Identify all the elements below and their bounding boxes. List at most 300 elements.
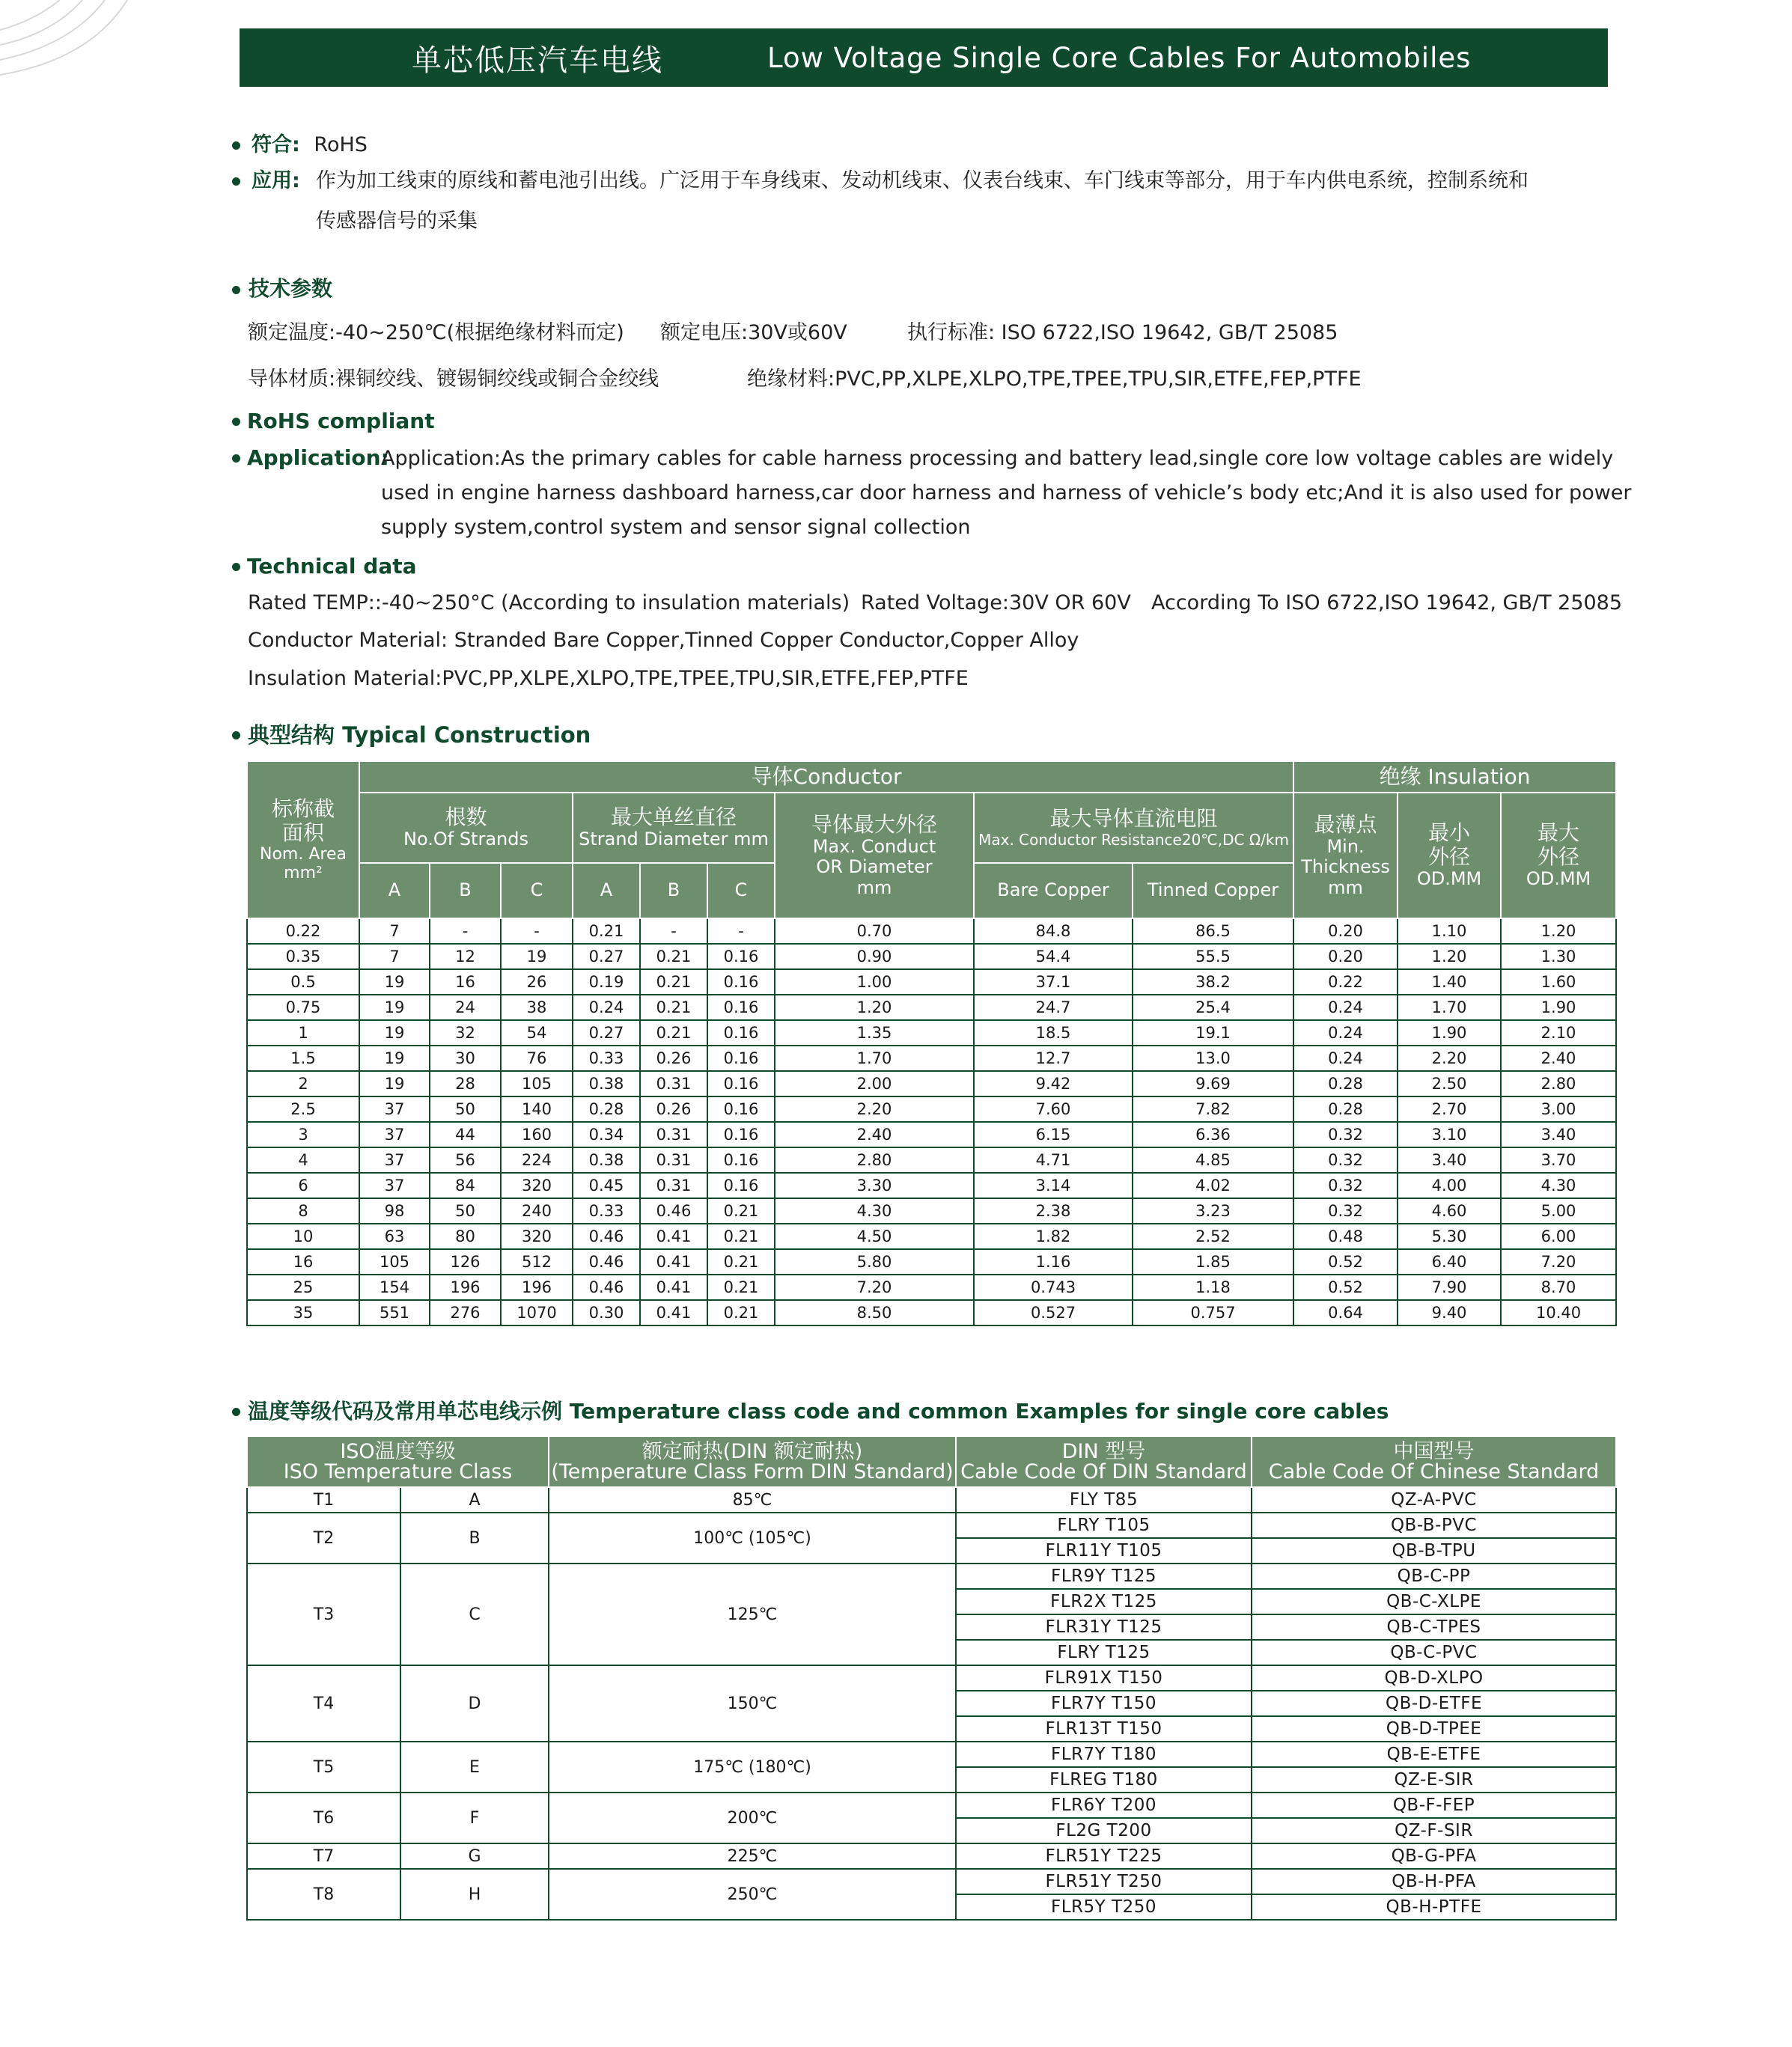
table-cell: 0.16: [707, 995, 775, 1020]
table-cell: 4.00: [1398, 1173, 1501, 1198]
class-letter-cell: E: [400, 1742, 549, 1793]
table-cell: 50: [430, 1096, 501, 1122]
table-cell: 0.16: [707, 1096, 775, 1122]
standard-en: According To ISO 6722,ISO 19642, GB/T 25085: [1151, 591, 1623, 614]
table-cell: 0.20: [1293, 944, 1398, 969]
table-cell: 19: [359, 969, 430, 995]
header-nom-area-en1: Nom. Area: [260, 844, 347, 864]
din-code-cell: FLR51Y T225: [956, 1843, 1252, 1869]
table-cell: 0.31: [640, 1071, 707, 1096]
sub-header: C: [707, 863, 775, 918]
table-cell: 0.21: [707, 1224, 775, 1249]
table-cell: 0.21: [640, 969, 707, 995]
table-cell: -: [640, 918, 707, 944]
table-cell: 0.21: [640, 944, 707, 969]
header-thickness-cn: 最薄点: [1314, 811, 1377, 837]
table-cell: 19: [501, 944, 573, 969]
table-cell: 9.42: [974, 1071, 1133, 1096]
table-cell: 0.26: [640, 1046, 707, 1071]
table-row: [247, 1071, 1616, 1096]
table-cell: 1.85: [1133, 1249, 1293, 1275]
table-cell: 0.41: [640, 1275, 707, 1300]
table-cell: 32: [430, 1020, 501, 1046]
cn-code-cell: QZ-A-PVC: [1252, 1487, 1616, 1513]
table-cell: 0.21: [707, 1300, 775, 1325]
table-cell: 7.90: [1398, 1275, 1501, 1300]
class-letter-cell: F: [400, 1793, 549, 1843]
header-min-od-cn2: 外径: [1428, 844, 1471, 870]
table-cell: 76: [501, 1046, 573, 1071]
table-cell: 0.75: [247, 995, 359, 1020]
rated-heat-cell: 85℃: [549, 1487, 956, 1513]
class-letter-cell: B: [400, 1513, 549, 1564]
table-cell: 28: [430, 1071, 501, 1096]
table-cell: 0.48: [1293, 1224, 1398, 1249]
table-cell: 3: [247, 1122, 359, 1147]
cn-code-cell: QB-C-PP: [1252, 1564, 1616, 1589]
sub-header: A: [573, 863, 640, 918]
table-cell: 1.70: [1398, 995, 1501, 1020]
din-code-cell: FLR9Y T125: [956, 1564, 1252, 1589]
table-row: [247, 1300, 1616, 1325]
table-cell: 2.40: [1501, 1046, 1616, 1071]
table-cell: 37: [359, 1096, 430, 1122]
table-cell: 8.50: [775, 1300, 974, 1325]
table-cell: 160: [501, 1122, 573, 1147]
table-cell: 8: [247, 1198, 359, 1224]
table-cell: 44: [430, 1122, 501, 1147]
din-code-cell: FLR7Y T180: [956, 1742, 1252, 1767]
table-row: [247, 944, 1616, 969]
header-thickness: [1293, 793, 1398, 918]
application-text-en-1: Application:As the primary cables for cable harness processing and battery lead,single core low voltage cables are widely: [381, 447, 1614, 470]
table-cell: 1.35: [775, 1020, 974, 1046]
table-cell: 84: [430, 1173, 501, 1198]
table-cell: 3.40: [1398, 1147, 1501, 1173]
table-cell: 240: [501, 1198, 573, 1224]
table-cell: 1.60: [1501, 969, 1616, 995]
table-cell: 3.40: [1501, 1122, 1616, 1147]
table-cell: 0.16: [707, 1046, 775, 1071]
bullet-icon: [232, 418, 240, 426]
table-cell: 1.30: [1501, 944, 1616, 969]
table-cell: 38.2: [1133, 969, 1293, 995]
table-cell: 320: [501, 1224, 573, 1249]
table-row: [247, 1487, 1616, 1513]
table-cell: 0.32: [1293, 1147, 1398, 1173]
title-banner: [240, 28, 1608, 87]
bullet-icon: [232, 454, 240, 463]
table-cell: 9.69: [1133, 1071, 1293, 1096]
table-cell: 1.90: [1501, 995, 1616, 1020]
table-cell: 0.27: [573, 1020, 640, 1046]
compliance-label: 符合:: [252, 133, 300, 156]
table-cell: 2.52: [1133, 1224, 1293, 1249]
header-insulation: 绝缘 Insulation: [1293, 761, 1616, 793]
corner-decoration: [0, 0, 135, 82]
table-cell: 4.30: [775, 1198, 974, 1224]
table-cell: 3.14: [974, 1173, 1133, 1198]
table-cell: 4: [247, 1147, 359, 1173]
table-cell: 2.70: [1398, 1096, 1501, 1122]
table-cell: 0.45: [573, 1173, 640, 1198]
rated-heat-cell: 150℃: [549, 1665, 956, 1742]
cn-code-cell: QB-H-PTFE: [1252, 1894, 1616, 1920]
table-cell: 2.5: [247, 1096, 359, 1122]
din-code-cell: FL2G T200: [956, 1818, 1252, 1843]
table-cell: 1: [247, 1020, 359, 1046]
class-letter-cell: H: [400, 1869, 549, 1920]
table-row: [247, 969, 1616, 995]
table-cell: -: [430, 918, 501, 944]
table-cell: 4.50: [775, 1224, 974, 1249]
table-cell: 13.0: [1133, 1046, 1293, 1071]
table-cell: 4.02: [1133, 1173, 1293, 1198]
table-cell: 4.71: [974, 1147, 1133, 1173]
table-cell: 24.7: [974, 995, 1133, 1020]
table-cell: 86.5: [1133, 918, 1293, 944]
header-din-heat-cn: 额定耐热(DIN 额定耐热): [641, 1440, 863, 1463]
cn-code-cell: QB-H-PFA: [1252, 1869, 1616, 1894]
table-cell: 2.00: [775, 1071, 974, 1096]
table-cell: 38: [501, 995, 573, 1020]
table-row: [247, 1869, 1616, 1894]
table-cell: 140: [501, 1096, 573, 1122]
insulation-cn: 绝缘材料:PVC,PP,XLPE,XLPO,TPE,TPEE,TPU,SIR,ETFE,FEP,PTFE: [747, 367, 1362, 391]
table-cell: 6.15: [974, 1122, 1133, 1147]
table-cell: 0.527: [974, 1300, 1133, 1325]
temperature-heading: 温度等级代码及常用单芯电线示例 Temperature class code and common Examples for single core cables: [248, 1399, 1389, 1424]
din-code-cell: FLREG T180: [956, 1767, 1252, 1793]
table-cell: 1.90: [1398, 1020, 1501, 1046]
table-cell: 0.70: [775, 918, 974, 944]
table-cell: 7.20: [1501, 1249, 1616, 1275]
table-cell: 4.85: [1133, 1147, 1293, 1173]
application-text-cn-1: 作为加工线束的原线和蓄电池引出线。广泛用于车身线束、发动机线束、仪表台线束、车门线束等部分，用于车内供电系统，控制系统和: [316, 169, 1529, 192]
temperature-body: [247, 1487, 1616, 1920]
table-cell: 0.26: [640, 1096, 707, 1122]
application-text-cn-2: 传感器信号的采集: [316, 210, 478, 233]
table-cell: 196: [501, 1275, 573, 1300]
header-max-od-ins: [1501, 793, 1616, 918]
table-cell: 5.30: [1398, 1224, 1501, 1249]
table-cell: 54.4: [974, 944, 1133, 969]
table-cell: 3.23: [1133, 1198, 1293, 1224]
table-cell: 18.5: [974, 1020, 1133, 1046]
table-cell: 1.16: [974, 1249, 1133, 1275]
rated-temp-cn: 额定温度:-40~250℃(根据绝缘材料而定): [248, 321, 624, 344]
table-cell: 8.70: [1501, 1275, 1616, 1300]
din-code-cell: FLR91X T150: [956, 1665, 1252, 1691]
iso-class-cell: T8: [247, 1869, 400, 1920]
table-cell: 0.31: [640, 1147, 707, 1173]
table-cell: 320: [501, 1173, 573, 1198]
sub-header: A: [359, 863, 430, 918]
rated-heat-cell: 225℃: [549, 1843, 956, 1869]
header-thickness-en3: mm: [1328, 876, 1363, 898]
table-row: [247, 1173, 1616, 1198]
header-tinned-copper: Tinned Copper: [1133, 863, 1293, 918]
header-thickness-en2: Thickness: [1301, 856, 1390, 878]
table-row: [247, 1665, 1616, 1691]
table-cell: 0.52: [1293, 1249, 1398, 1275]
table-cell: 4.60: [1398, 1198, 1501, 1224]
table-cell: 7.60: [974, 1096, 1133, 1122]
table-cell: 55.5: [1133, 944, 1293, 969]
header-max-od-en1: Max. Conduct: [812, 835, 936, 857]
table-cell: 0.24: [573, 995, 640, 1020]
table-cell: 0.28: [573, 1096, 640, 1122]
header-iso-class-cn: ISO温度等级: [340, 1440, 456, 1463]
table-cell: 10.40: [1501, 1300, 1616, 1325]
cn-code-cell: QB-E-ETFE: [1252, 1742, 1616, 1767]
banner-title-en: Low Voltage Single Core Cables For Automobiles: [767, 41, 1472, 74]
application-text-en-3: supply system,control system and sensor signal collection: [381, 516, 971, 539]
table-cell: 1070: [501, 1300, 573, 1325]
bullet-icon: [232, 141, 240, 150]
table-cell: 224: [501, 1147, 573, 1173]
header-cn-code: [1252, 1436, 1616, 1487]
header-din-heat-en: (Temperature Class Form DIN Standard): [551, 1460, 954, 1483]
header-nom-area: [247, 761, 359, 918]
table-cell: 1.40: [1398, 969, 1501, 995]
table-cell: 196: [430, 1275, 501, 1300]
standard-cn: 执行标准: ISO 6722,ISO 19642, GB/T 25085: [907, 321, 1338, 344]
header-din-code-cn: DIN 型号: [1061, 1440, 1146, 1463]
table-row: [247, 1564, 1616, 1589]
table-cell: 0.31: [640, 1173, 707, 1198]
table-cell: 0.46: [573, 1224, 640, 1249]
header-max-od-ins-cn1: 最大: [1537, 820, 1580, 846]
class-letter-cell: G: [400, 1843, 549, 1869]
sub-header: C: [501, 863, 573, 918]
header-nom-area-cn1: 标称截: [271, 796, 335, 821]
cn-code-cell: QB-D-ETFE: [1252, 1691, 1616, 1716]
table-cell: 5.80: [775, 1249, 974, 1275]
table-cell: 0.16: [707, 969, 775, 995]
rated-heat-cell: 250℃: [549, 1869, 956, 1920]
application-label-en: Application:: [247, 445, 389, 470]
rated-heat-cell: 175℃ (180℃): [549, 1742, 956, 1793]
table-cell: 50: [430, 1198, 501, 1224]
table-cell: 1.20: [775, 995, 974, 1020]
table-cell: 5.00: [1501, 1198, 1616, 1224]
table-cell: 3.30: [775, 1173, 974, 1198]
table-cell: 512: [501, 1249, 573, 1275]
class-letter-cell: D: [400, 1665, 549, 1742]
construction-body: [247, 918, 1616, 1325]
table-row: [247, 1122, 1616, 1147]
cn-code-cell: QB-F-FEP: [1252, 1793, 1616, 1818]
table-cell: 1.00: [775, 969, 974, 995]
din-code-cell: FLR5Y T250: [956, 1894, 1252, 1920]
header-bare-copper: Bare Copper: [974, 863, 1133, 918]
din-code-cell: FLRY T105: [956, 1513, 1252, 1538]
table-cell: 2: [247, 1071, 359, 1096]
table-row: [247, 918, 1616, 944]
header-max-od-en3: mm: [856, 876, 892, 898]
conductor-cn: 导体材质:裸铜绞线、镀锡铜绞线或铜合金绞线: [248, 367, 659, 391]
table-cell: 1.82: [974, 1224, 1133, 1249]
table-cell: 1.18: [1133, 1275, 1293, 1300]
din-code-cell: FLR11Y T105: [956, 1538, 1252, 1564]
header-thickness-en1: Min.: [1326, 835, 1365, 857]
header-cn-code-cn: 中国型号: [1393, 1440, 1475, 1463]
table-cell: 0.32: [1293, 1198, 1398, 1224]
header-max-od-ins-en: OD.MM: [1526, 868, 1591, 890]
header-max-od-cn: 导体最大外径: [811, 811, 937, 837]
table-cell: 3.10: [1398, 1122, 1501, 1147]
table-cell: 7.20: [775, 1275, 974, 1300]
header-nom-area-cn2: 面积: [281, 820, 324, 845]
table-cell: 0.24: [1293, 1020, 1398, 1046]
table-cell: 2.38: [974, 1198, 1133, 1224]
table-cell: 0.757: [1133, 1300, 1293, 1325]
iso-class-cell: T5: [247, 1742, 400, 1793]
header-strands-cn: 根数: [445, 805, 487, 830]
cn-code-cell: QB-D-XLPO: [1252, 1665, 1616, 1691]
table-cell: 63: [359, 1224, 430, 1249]
table-cell: 37: [359, 1173, 430, 1198]
table-cell: 25: [247, 1275, 359, 1300]
table-cell: 80: [430, 1224, 501, 1249]
table-row: [247, 1147, 1616, 1173]
table-cell: 7.82: [1133, 1096, 1293, 1122]
table-cell: 3.00: [1501, 1096, 1616, 1122]
table-cell: 37: [359, 1122, 430, 1147]
header-strand-dia: [573, 793, 775, 863]
table-cell: 0.28: [1293, 1096, 1398, 1122]
table-cell: 551: [359, 1300, 430, 1325]
iso-class-cell: T3: [247, 1564, 400, 1665]
table-cell: 0.5: [247, 969, 359, 995]
cn-code-cell: QZ-F-SIR: [1252, 1818, 1616, 1843]
din-code-cell: FLRY T125: [956, 1640, 1252, 1665]
header-din-code-en: Cable Code Of DIN Standard: [960, 1460, 1247, 1483]
din-code-cell: FLY T85: [956, 1487, 1252, 1513]
table-cell: 2.10: [1501, 1020, 1616, 1046]
rated-voltage-en: Rated Voltage:30V OR 60V: [861, 591, 1131, 614]
header-max-od-en2: OR Diameter: [816, 856, 933, 878]
table-row: [247, 1020, 1616, 1046]
table-cell: 3.70: [1501, 1147, 1616, 1173]
header-min-od-cn1: 最小: [1428, 820, 1471, 846]
table-cell: 6.40: [1398, 1249, 1501, 1275]
header-resistance: [974, 793, 1293, 863]
table-cell: 0.41: [640, 1249, 707, 1275]
table-cell: 0.41: [640, 1300, 707, 1325]
table-cell: 1.5: [247, 1046, 359, 1071]
header-resistance-en: Max. Conductor Resistance20℃,DC Ω/km: [978, 830, 1289, 849]
table-cell: 0.21: [640, 995, 707, 1020]
table-cell: 0.24: [1293, 1046, 1398, 1071]
table-cell: 19: [359, 1071, 430, 1096]
application-text-en-2: used in engine harness dashboard harness,car door harness and harness of vehicle’s body etc;And it is also used for power: [381, 481, 1632, 504]
table-cell: 1.10: [1398, 918, 1501, 944]
table-cell: 0.38: [573, 1147, 640, 1173]
table-cell: 154: [359, 1275, 430, 1300]
table-row: [247, 1513, 1616, 1538]
table-cell: 0.21: [707, 1198, 775, 1224]
table-cell: 0.16: [707, 1173, 775, 1198]
table-cell: 12.7: [974, 1046, 1133, 1071]
application-label: 应用:: [252, 169, 300, 192]
iso-class-cell: T6: [247, 1793, 400, 1843]
table-cell: 0.46: [573, 1275, 640, 1300]
bullet-icon: [232, 286, 240, 294]
header-din-code: [956, 1436, 1252, 1487]
table-cell: 0.32: [1293, 1173, 1398, 1198]
table-cell: 105: [501, 1071, 573, 1096]
table-cell: 19: [359, 1046, 430, 1071]
header-strand-dia-cn: 最大单丝直径: [610, 805, 737, 830]
table-cell: 54: [501, 1020, 573, 1046]
table-cell: 0.32: [1293, 1122, 1398, 1147]
table-cell: 0.41: [640, 1224, 707, 1249]
cn-code-cell: QB-C-XLPE: [1252, 1589, 1616, 1614]
table-cell: 16: [430, 969, 501, 995]
table-row: [247, 1096, 1616, 1122]
header-strands: [359, 793, 573, 863]
rated-voltage-cn: 额定电压:30V或60V: [660, 321, 847, 344]
table-row: [247, 1843, 1616, 1869]
header-iso-class-en: ISO Temperature Class: [283, 1460, 513, 1483]
table-cell: 56: [430, 1147, 501, 1173]
rated-temp-en: Rated TEMP::-40~250°C (According to insulation materials): [248, 591, 850, 614]
table-cell: 35: [247, 1300, 359, 1325]
table-cell: 7: [359, 918, 430, 944]
header-max-od: [775, 793, 974, 918]
table-row: [247, 1224, 1616, 1249]
table-cell: 0.33: [573, 1198, 640, 1224]
cn-code-cell: QB-C-PVC: [1252, 1640, 1616, 1665]
table-cell: 6.00: [1501, 1224, 1616, 1249]
table-cell: 0.16: [707, 1020, 775, 1046]
header-max-od-ins-cn2: 外径: [1537, 844, 1580, 870]
din-code-cell: FLR7Y T150: [956, 1691, 1252, 1716]
header-conductor: 导体Conductor: [359, 761, 1293, 793]
table-cell: 25.4: [1133, 995, 1293, 1020]
iso-class-cell: T2: [247, 1513, 400, 1564]
tech-heading-en: Technical data: [247, 554, 417, 579]
iso-class-cell: T4: [247, 1665, 400, 1742]
header-resistance-cn: 最大导体直流电阻: [1049, 806, 1218, 832]
table-cell: 0.46: [640, 1198, 707, 1224]
table-cell: 0.21: [707, 1249, 775, 1275]
sub-header: B: [640, 863, 707, 918]
header-min-od: [1398, 793, 1501, 918]
table-cell: 26: [501, 969, 573, 995]
table-row: [247, 995, 1616, 1020]
table-cell: 0.21: [573, 918, 640, 944]
rohs-compliant: RoHS compliant: [247, 409, 435, 433]
bullet-icon: [232, 731, 240, 739]
temperature-table: [246, 1436, 1617, 1921]
table-cell: 0.64: [1293, 1300, 1398, 1325]
table-cell: 37: [359, 1147, 430, 1173]
table-cell: 0.743: [974, 1275, 1133, 1300]
rated-heat-cell: 200℃: [549, 1793, 956, 1843]
table-row: [247, 1275, 1616, 1300]
table-cell: 19: [359, 995, 430, 1020]
table-cell: 84.8: [974, 918, 1133, 944]
table-cell: 0.16: [707, 1147, 775, 1173]
table-cell: 2.40: [775, 1122, 974, 1147]
table-cell: 0.21: [707, 1275, 775, 1300]
sub-header: B: [430, 863, 501, 918]
table-cell: 0.22: [247, 918, 359, 944]
table-cell: 7: [359, 944, 430, 969]
